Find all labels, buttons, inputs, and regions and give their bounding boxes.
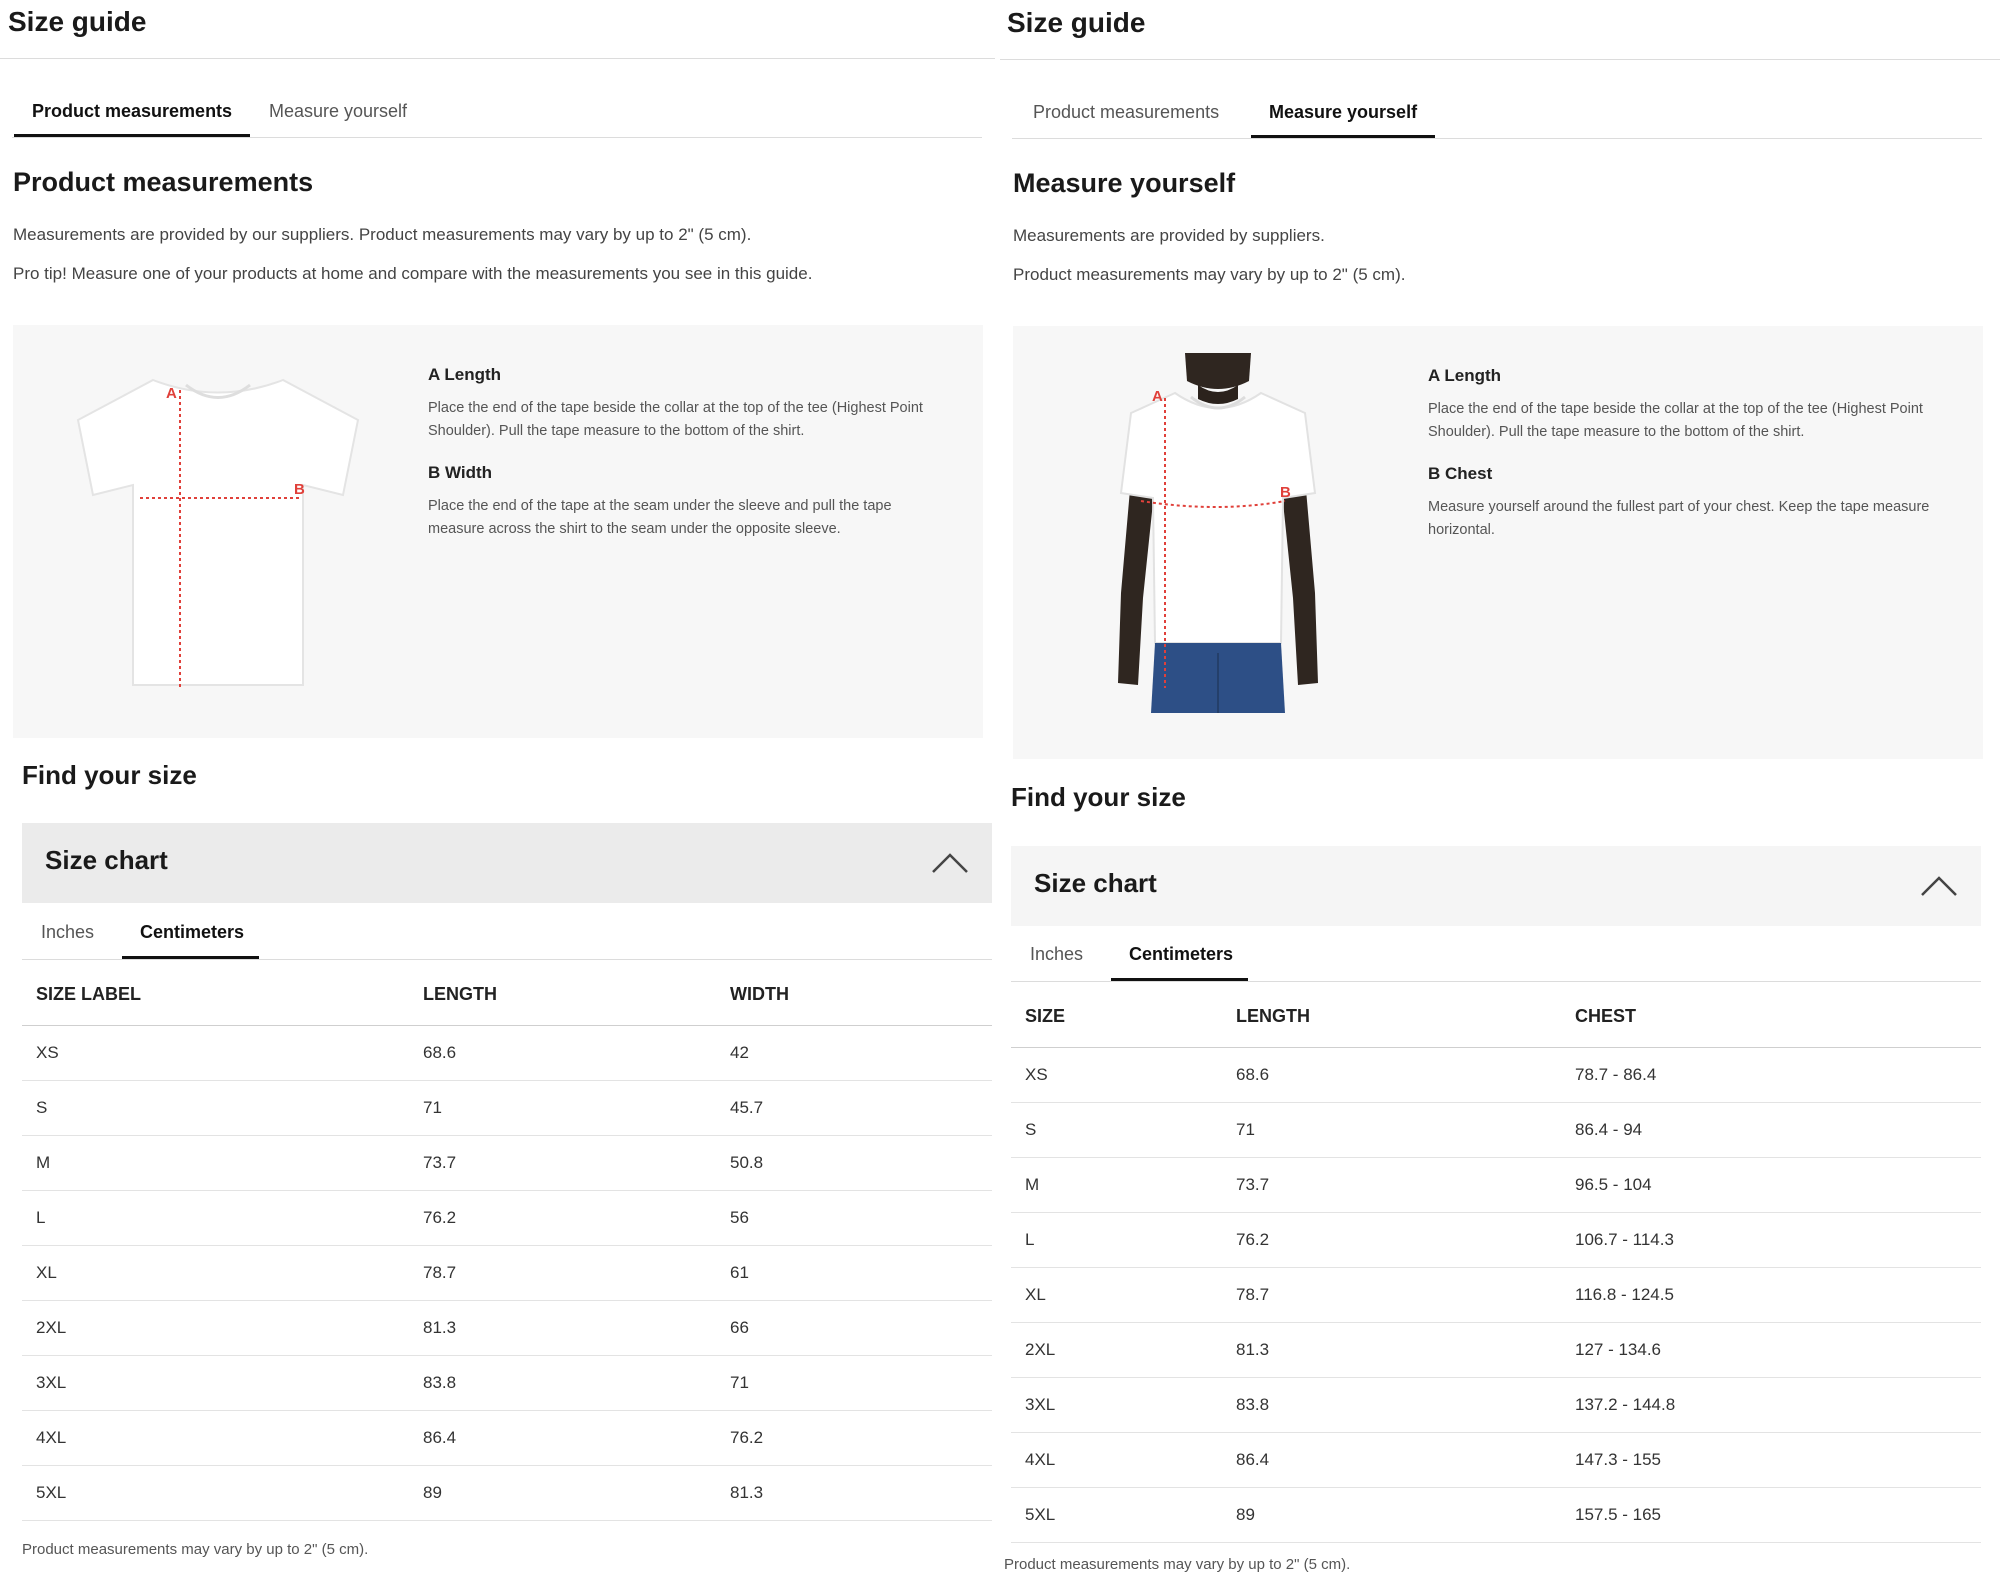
tip-paragraph: Pro tip! Measure one of your products at home and compare with the measurements you see in this guide. <box>13 264 813 283</box>
length-cell: 76.2 <box>423 1190 730 1245</box>
size-guide-panel-measure-yourself <box>1000 0 2000 1582</box>
marker-a: A <box>166 385 177 402</box>
length-cell: 68.6 <box>1236 1047 1575 1102</box>
length-cell: 83.8 <box>423 1355 730 1410</box>
size-chart-title: Size chart <box>45 845 168 875</box>
measurement-illustration-card <box>1013 326 1983 759</box>
unit-tab-inches[interactable]: Inches <box>41 922 95 942</box>
width-cell: 45.7 <box>730 1080 992 1135</box>
chevron-up-icon[interactable] <box>1919 874 1959 898</box>
table-row <box>1011 1047 1981 1102</box>
size-chart-table <box>1011 982 1981 1543</box>
variance-paragraph: Product measurements may vary by up to 2" (5 cm). <box>1013 265 1406 284</box>
size-cell: 2XL <box>1011 1322 1236 1377</box>
length-cell: 73.7 <box>423 1135 730 1190</box>
table-row <box>22 1300 992 1355</box>
measurement-illustration-card <box>13 325 983 738</box>
size-chart-footnote: Product measurements may vary by up to 2" (5 cm). <box>22 1541 369 1558</box>
length-cell: 86.4 <box>423 1410 730 1465</box>
size-cell: 4XL <box>1011 1432 1236 1487</box>
measurement-a-desc: Place the end of the tape beside the collar at the top of the tee (Highest Point Shoulder). Pull the tape measure to the bottom of the shirt. <box>428 400 923 439</box>
tab-measure-yourself[interactable]: Measure yourself <box>1251 86 1435 138</box>
length-cell: 68.6 <box>423 1025 730 1080</box>
width-cell: 76.2 <box>730 1410 992 1465</box>
table-row <box>22 1080 992 1135</box>
size-chart-title: Size chart <box>1034 868 1157 898</box>
chest-cell: 106.7 - 114.3 <box>1575 1212 1981 1267</box>
tabs-divider <box>1012 138 1982 139</box>
size-cell: 4XL <box>22 1410 423 1465</box>
table-row <box>1011 1487 1981 1542</box>
chest-cell: 157.5 - 165 <box>1575 1487 1981 1542</box>
table-row <box>22 1465 992 1520</box>
unit-tab-inches[interactable]: Inches <box>1030 944 1084 964</box>
size-cell: M <box>22 1135 423 1190</box>
length-cell: 86.4 <box>1236 1432 1575 1487</box>
measurement-b-desc: Place the end of the tape at the seam under the sleeve and pull the tape measure across the shirt to the seam under the opposite sleeve. <box>428 498 892 537</box>
marker-b: B <box>1280 484 1291 501</box>
width-cell: 66 <box>730 1300 992 1355</box>
length-cell: 89 <box>423 1465 730 1520</box>
measurement-a-title: A Length <box>1428 366 1502 385</box>
size-cell: L <box>22 1190 423 1245</box>
size-cell: XL <box>1011 1267 1236 1322</box>
column-header: LENGTH <box>1236 982 1575 1047</box>
length-cell: 81.3 <box>1236 1322 1575 1377</box>
table-row <box>22 1245 992 1300</box>
chest-cell: 96.5 - 104 <box>1575 1157 1981 1212</box>
column-header: WIDTH <box>730 960 992 1025</box>
marker-a: A <box>1152 388 1163 405</box>
tab-measure-yourself[interactable]: Measure yourself <box>269 101 408 121</box>
width-cell: 71 <box>730 1355 992 1410</box>
size-chart-table <box>22 960 992 1521</box>
column-header: SIZE LABEL <box>22 960 423 1025</box>
width-cell: 56 <box>730 1190 992 1245</box>
table-row <box>1011 1322 1981 1377</box>
tshirt-illustration <box>58 360 378 705</box>
chest-cell: 127 - 134.6 <box>1575 1322 1981 1377</box>
size-cell: XL <box>22 1245 423 1300</box>
length-cell: 89 <box>1236 1487 1575 1542</box>
length-cell: 76.2 <box>1236 1212 1575 1267</box>
size-cell: 3XL <box>1011 1377 1236 1432</box>
width-cell: 42 <box>730 1025 992 1080</box>
size-guide-panel-product <box>0 0 995 1582</box>
chest-cell: 147.3 - 155 <box>1575 1432 1981 1487</box>
chevron-up-icon[interactable] <box>930 851 970 875</box>
chest-cell: 78.7 - 86.4 <box>1575 1047 1981 1102</box>
find-your-size-heading: Find your size <box>1011 782 1186 812</box>
size-cell: XS <box>1011 1047 1236 1102</box>
title-divider <box>1000 59 2000 60</box>
size-cell: 5XL <box>22 1465 423 1520</box>
length-cell: 71 <box>423 1080 730 1135</box>
length-cell: 78.7 <box>1236 1267 1575 1322</box>
table-row <box>22 1190 992 1245</box>
length-cell: 73.7 <box>1236 1157 1575 1212</box>
chest-cell: 116.8 - 124.5 <box>1575 1267 1981 1322</box>
size-cell: 3XL <box>22 1355 423 1410</box>
table-row <box>1011 1267 1981 1322</box>
table-row <box>1011 1377 1981 1432</box>
table-row <box>1011 1212 1981 1267</box>
size-cell: S <box>1011 1102 1236 1157</box>
find-your-size-heading: Find your size <box>22 760 197 790</box>
section-heading: Product measurements <box>13 167 314 197</box>
table-header-row <box>1011 982 1981 1047</box>
length-cell: 81.3 <box>423 1300 730 1355</box>
size-chart-toggle[interactable] <box>1011 846 1981 926</box>
column-header: CHEST <box>1575 982 1981 1047</box>
size-cell: 2XL <box>22 1300 423 1355</box>
size-cell: 5XL <box>1011 1487 1236 1542</box>
table-row <box>1011 1102 1981 1157</box>
unit-tab-centimeters[interactable]: Centimeters <box>1111 927 1248 981</box>
measurement-b-title: B Width <box>428 463 493 482</box>
table-row <box>1011 1432 1981 1487</box>
chest-cell: 137.2 - 144.8 <box>1575 1377 1981 1432</box>
width-cell: 81.3 <box>730 1465 992 1520</box>
tabs-divider <box>12 137 982 138</box>
length-cell: 71 <box>1236 1102 1575 1157</box>
table-header-row <box>22 960 992 1025</box>
model-illustration <box>1113 353 1333 718</box>
size-cell: XS <box>22 1025 423 1080</box>
measurement-a-desc: Place the end of the tape beside the collar at the top of the tee (Highest Point Shoulder). Pull the tape measure to the bottom of the shirt. <box>1428 401 1923 440</box>
table-row <box>22 1410 992 1465</box>
size-chart-footnote: Product measurements may vary by up to 2" (5 cm). <box>1004 1556 1351 1573</box>
table-row <box>22 1135 992 1190</box>
size-cell: M <box>1011 1157 1236 1212</box>
size-guide-title: Size guide <box>1007 7 1146 38</box>
table-row <box>22 1025 992 1080</box>
info-paragraph: Measurements are provided by our suppliers. Product measurements may vary by up to 2" (5 cm). <box>13 225 752 244</box>
section-heading: Measure yourself <box>1013 168 1236 198</box>
table-row <box>22 1355 992 1410</box>
measurement-b-desc: Measure yourself around the fullest part of your chest. Keep the tape measure horizontal. <box>1428 499 1930 538</box>
length-cell: 78.7 <box>423 1245 730 1300</box>
width-cell: 50.8 <box>730 1135 992 1190</box>
title-divider <box>0 58 995 59</box>
length-cell: 83.8 <box>1236 1377 1575 1432</box>
size-cell: L <box>1011 1212 1236 1267</box>
marker-b: B <box>294 481 305 498</box>
column-header: LENGTH <box>423 960 730 1025</box>
width-cell: 61 <box>730 1245 992 1300</box>
measurement-a-title: A Length <box>428 365 502 384</box>
info-paragraph: Measurements are provided by suppliers. <box>1013 226 1325 245</box>
tab-product-measurements[interactable]: Product measurements <box>14 85 250 137</box>
size-guide-title: Size guide <box>8 6 147 37</box>
column-header: SIZE <box>1011 982 1236 1047</box>
size-chart-toggle[interactable] <box>22 823 992 903</box>
measurement-b-title: B Chest <box>1428 464 1493 483</box>
table-row <box>1011 1157 1981 1212</box>
size-cell: S <box>22 1080 423 1135</box>
tab-product-measurements[interactable]: Product measurements <box>1033 102 1220 122</box>
chest-cell: 86.4 - 94 <box>1575 1102 1981 1157</box>
unit-tab-centimeters[interactable]: Centimeters <box>122 905 259 959</box>
